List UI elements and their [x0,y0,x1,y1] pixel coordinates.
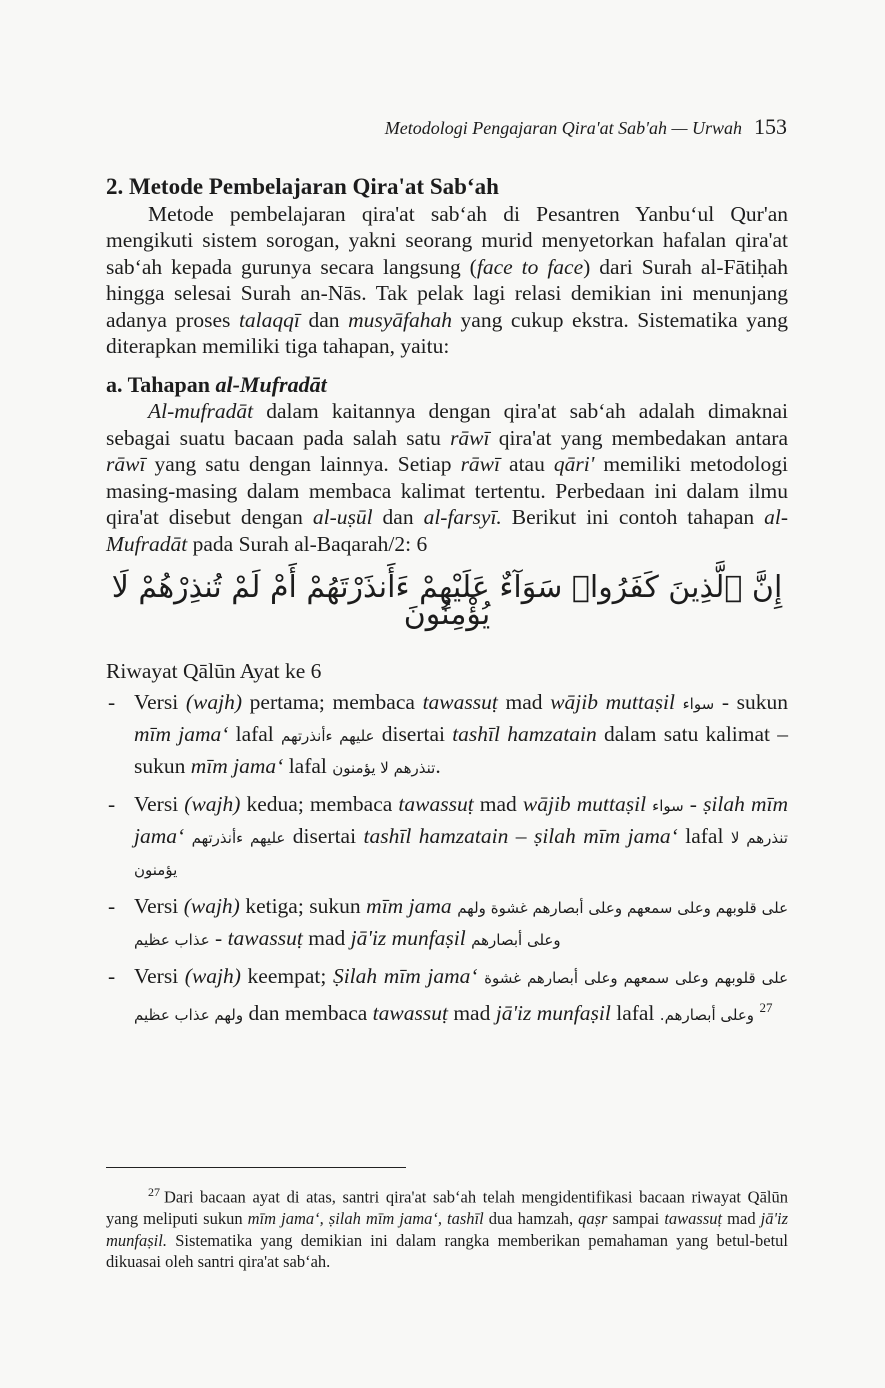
versi-item-1: - Versi (wajh) pertama; membaca tawassuṭ mad wājib muttaṣil سواء - sukun mīm jama‘ lafal عليهم ءأنذرتهم disertai tashīl hamzatain dalam satu kalimat – sukun mīm jama‘ lafal تنذرهم لا يؤمنون. [106,687,788,783]
section-paragraph: Metode pembelajaran qira'at sab‘ah di Pesantren Yanbu‘ul Qur'an mengikuti sistem sorogan, yakni seorang murid menyetorkan hafalan qira'at sab‘ah kepada gurunya secara langsung (face to face) dari Surah al-Fātiḥah hingga selesai Surah an-Nās. Tak pelak lagi relasi demikian ini menunjang adanya proses talaqqī dan musyāfahah yang cukup ekstra. Sistematika yang diterapkan memiliki tiga tahapan, yaitu: [106,201,789,358]
footnote-reference[interactable]: 27 [759,999,773,1015]
riwayat-label: Riwayat Qālūn Ayat ke 6 [106,659,322,683]
page-number: 153 [754,114,787,139]
running-title: Metodologi Pengajaran Qira'at Sab'ah — Urwah [384,118,742,138]
section-heading: 2. Metode Pembelajaran Qira'at Sab‘ah [106,174,499,199]
versi-item-4: - Versi (wajh) keempat; Ṣilah mīm jama‘ على قلوبهم وعلى سمعهم وعلى أبصارهم غشوة ولهم عذاب عظيم dan membaca tawassuṭ mad jā'iz munfaṣil lafal وعلى أبصارهم. $^{27}$ [106,961,788,1030]
main-content [106,174,788,1036]
footnote-divider [106,1167,406,1168]
footnote: $^{27}$ Dari bacaan ayat di atas, santri qira'at sab‘ah telah mengidentifikasi bacaan riwayat Qālūn yang meliputi sukun mīm jama‘, ṣilah mīm jama‘, tashīl dua hamzah, qaṣr sampai tawassuṭ mad jā'iz munfaṣil. Sistematika yang demikian ini dalam rangka memberikan pemahaman yang betul-betul dikuasai oleh santri qira'at sab‘ah. [106,1185,788,1271]
subsection-heading: a. Tahapan al-Mufradāt [106,371,327,397]
running-header [385,114,787,140]
subsection-paragraph: Al-mufradāt dalam kaitannya dengan qira'at sab‘ah adalah dimaknai sebagai suatu bacaan pada salah satu rāwī qira'at yang membedakan antara rāwī yang satu dengan lainnya. Setiap rāwī atau qāri' memiliki metodologi masing-masing dalam membaca kalimat tertentu. Perbedaan ini dalam ilmu qira'at disebut dengan al-uṣūl dan al-farsyī. Berikut ini contoh tahapan al-Mufradāt pada Surah al-Baqarah/2: 6 [106,399,788,556]
versi-list [106,687,788,1030]
versi-item-3: - Versi (wajh) ketiga; sukun mīm jama على قلوبهم وعلى سمعهم وعلى أبصارهم غشوة ولهم عذاب عظيم - tawassuṭ mad jā'iz munfaṣil وعلى أبصارهم [106,891,788,955]
footnote-number: 27 [148,1185,160,1199]
quran-verse-arabic: إِنَّ ٱلَّذِينَ كَفَرُوا۟ سَوَآءٌ عَلَيْهِمْ ءَأَنذَرْتَهُمْ أَمْ لَمْ تُنذِرْهُمْ لَا يُؤْمِنُونَ [111,570,783,632]
versi-item-2: - Versi (wajh) kedua; membaca tawassuṭ mad wājib muttaṣil سواء - ṣilah mīm jama‘ عليهم ءأنذرتهم disertai tashīl hamzatain – ṣilah mīm jama‘ lafal تنذرهم لا يؤمنون [106,789,788,885]
